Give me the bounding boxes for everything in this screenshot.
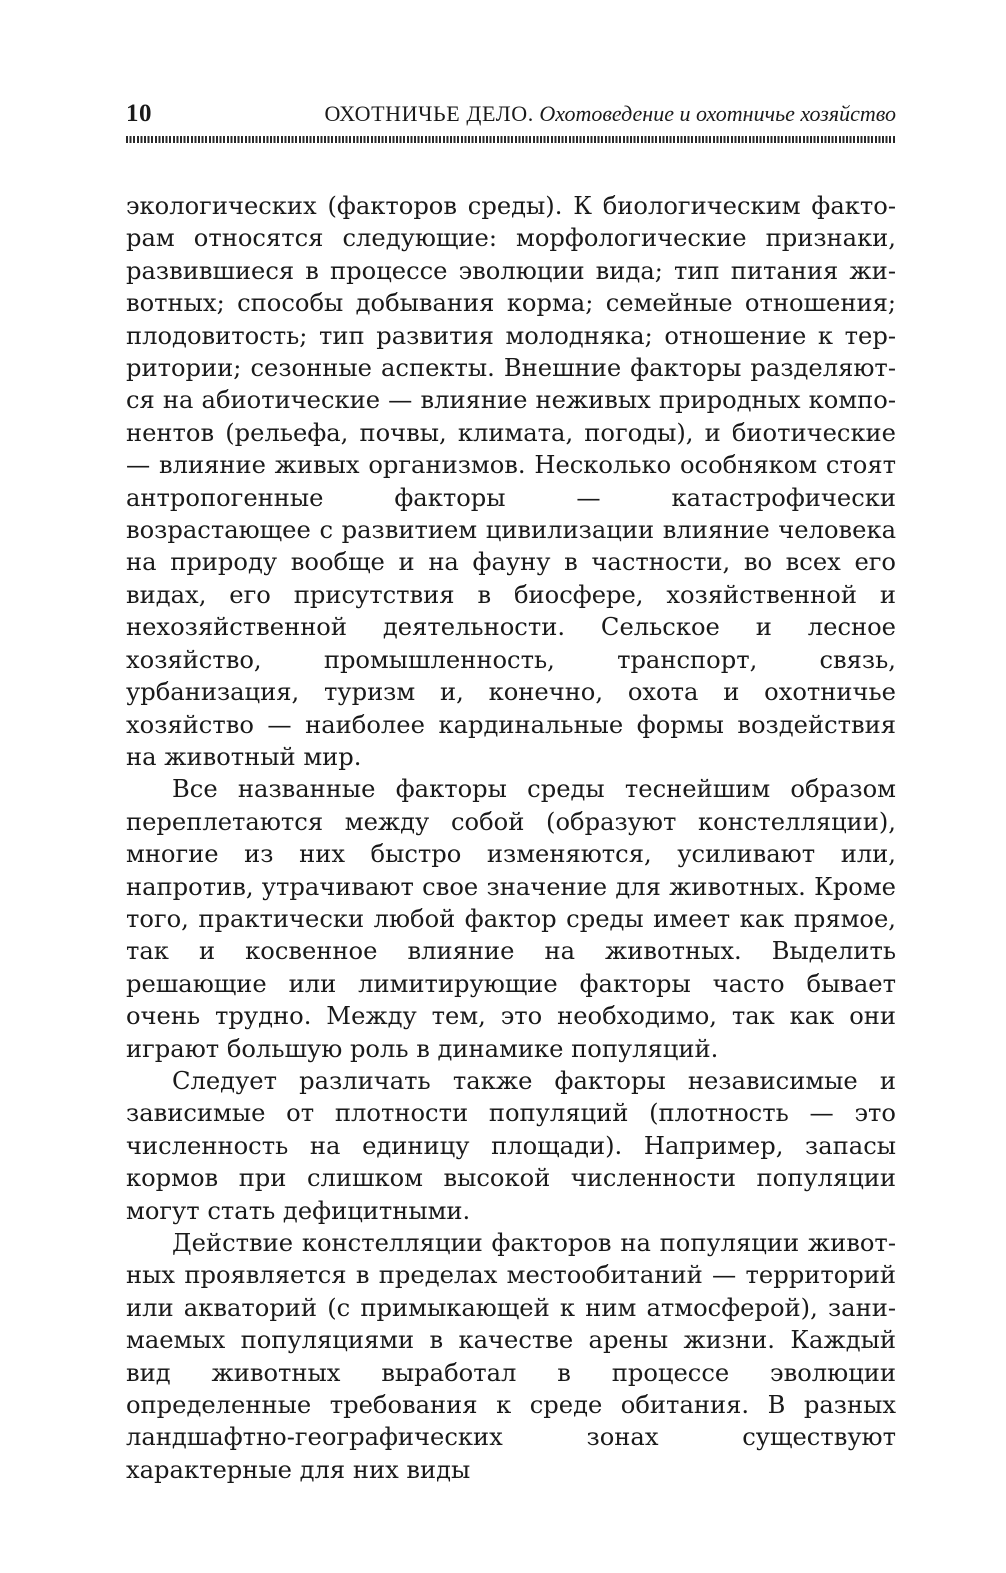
paragraph: Действие констелляции факторов на популяции животных проявляется в пределах местообитаний — территорий или акваторий (с примыкающей к ним атмосферой), занимаемых популяциями в качестве арены жизни. Каждый вид животных выработал в процессе эволюции определенные требования к среде обитания. В разных ландшафтно-географических зонах существуют характерные для них виды: [126, 1229, 896, 1484]
body-text: [126, 190, 896, 1486]
book-page: [126, 100, 896, 1486]
header-rule: [126, 136, 896, 143]
running-head: [126, 100, 896, 134]
book-title: ОХОТНИЧЬЕ ДЕЛО.: [324, 101, 534, 126]
book-subtitle: Охотоведение и охотничье хозяйство: [539, 101, 896, 126]
paragraph: экологических (факторов среды). К биологическим факторам относятся следующие: морфологические признаки, развившиеся в процессе эволюции вида; тип питания животных; способы добывания корма; семейные отношения; плодовитость; тип развития молодняка; отношение к территории; сезонные аспекты. Внешние факторы разделяются на абиотические — влияние неживых природных компонентов (рельефа, почвы, климата, погоды), и биотические — влияние живых организмов. Несколько особняком стоят антропогенные факторы — катастрофически возрастающее с развитием цивилизации влияние человека на природу вообще и на фауну в частности, во всех его видах, его присутствия в биосфере, хозяйственной и нехозяйственной деятельности. Сельское и лесное хозяйство, промышленность, транспорт, связь, урбанизация, туризм и, конечно, охота и охотничье хозяйство — наиболее кардинальные формы воздействия на животный мир.: [126, 192, 896, 771]
page-number: 10: [126, 100, 152, 127]
paragraph: Следует различать также факторы независимые и зависимые от плотности популяций (плотность — это численность на единицу площади). Например, запасы кормов при слишком высокой численности популяции могут стать дефицитными.: [126, 1066, 896, 1225]
running-title: [325, 101, 896, 127]
paragraph: Все названные факторы среды теснейшим образом переплетаются между собой (образуют констелляции), многие из них быстро изменяются, усиливают или, напротив, утрачивают свое значение для животных. Кроме того, практически любой фактор среды имеет как прямое, так и косвенное влияние на животных. Выделить решающие или лимитирующие факторы часто бывает очень трудно. Между тем, это необходимо, так как они играют большую роль в динамике популяций.: [126, 775, 896, 1063]
